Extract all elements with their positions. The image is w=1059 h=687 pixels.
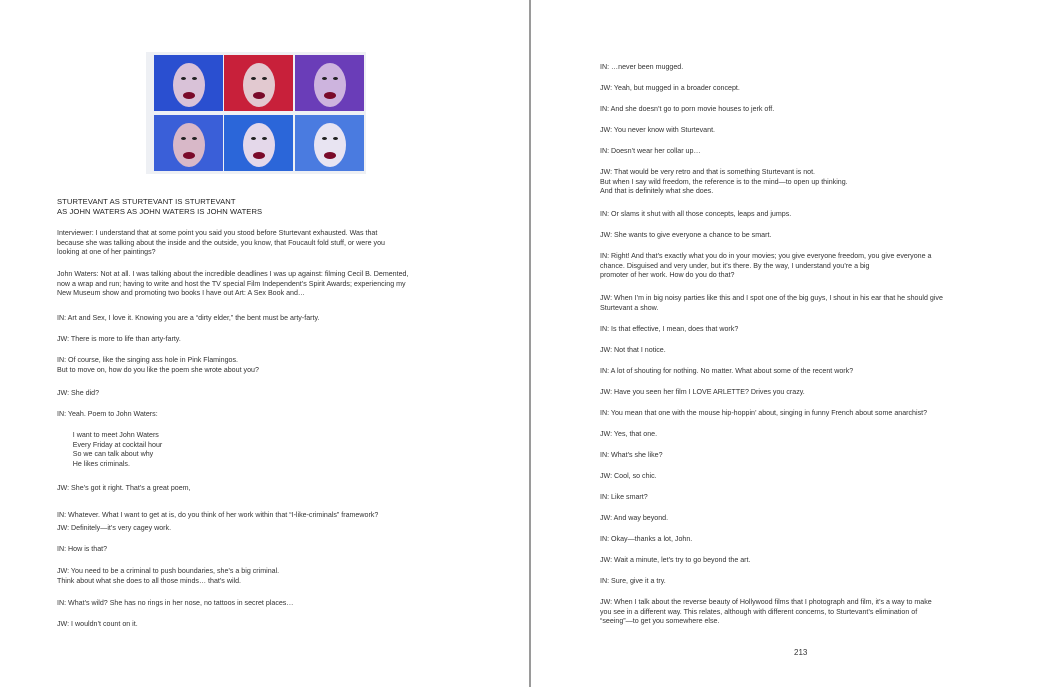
paragraph (600, 294, 943, 313)
paragraph (57, 567, 279, 586)
text-line: IN: What’s wild? She has no rings in her nose, no tattoos in secret places… (57, 599, 294, 607)
paragraph (600, 210, 791, 220)
text-line: I want to meet John Waters (57, 431, 159, 439)
paragraph (600, 63, 683, 73)
photo-panel (224, 55, 293, 111)
paragraph (600, 577, 666, 587)
text-line: looking at one of her paintings? (57, 248, 156, 257)
paragraph (600, 535, 692, 545)
text-line: JW: She’s got it right. That’s a great poem, (57, 484, 191, 492)
text-line: Every Friday at cocktail hour (57, 440, 163, 449)
paragraph (57, 314, 319, 324)
paragraph (600, 126, 715, 136)
text-line: JW: She wants to give everyone a chance to be smart. (600, 231, 772, 239)
article-title (57, 197, 262, 217)
text-line: “seeing”—to get you somewhere else. (600, 617, 720, 626)
photo-panel (224, 115, 293, 171)
paragraph (57, 545, 107, 555)
paragraph (600, 556, 750, 566)
paragraph (600, 367, 853, 377)
text-line: JW: When I’m in big noisy parties like this and I spot one of the big guys, I shout in his ear that he should give (600, 294, 943, 302)
photo-strip-image (146, 52, 366, 174)
paragraph (600, 147, 701, 157)
paragraph (57, 484, 191, 494)
text-line: JW: You need to be a criminal to push boundaries, she’s a big criminal. (57, 567, 280, 575)
text-line: JW: And way beyond. (600, 514, 669, 522)
photo-panel (295, 115, 364, 171)
paragraph (57, 229, 385, 258)
text-line: IN: A lot of shouting for nothing. No matter. What about some of the recent work? (600, 367, 854, 375)
text-line: Interviewer: I understand that at some point you said you stood before Sturtevant exhausted. Was that (57, 229, 378, 237)
text-line: JW: Not that I notice. (600, 346, 666, 354)
text-line: IN: And she doesn’t go to porn movie houses to jerk off. (600, 105, 775, 113)
text-line: JW: I wouldn’t count on it. (57, 620, 138, 628)
text-line: JW: There is more to life than arty-farty. (57, 335, 181, 343)
text-line: IN: Like smart? (600, 493, 648, 501)
text-line: JW: Definitely—it’s very cagey work. (57, 524, 172, 532)
paragraph (600, 451, 663, 461)
text-line: And that is definitely what she does. (600, 187, 714, 196)
paragraph (600, 430, 657, 440)
text-line: JW: Cool, so chic. (600, 472, 657, 480)
text-line: JW: Wait a minute, let’s try to go beyond the art. (600, 556, 751, 564)
paragraph (600, 472, 657, 482)
text-line: John Waters: Not at all. I was talking about the incredible deadlines I was up against: filming Cecil B. Demented, (57, 270, 409, 278)
text-line: chance. Disguised and very under, but it’s there. By the way, I understand you’re a big (600, 261, 870, 270)
text-line: IN: Yeah. Poem to John Waters: (57, 410, 158, 418)
title-line-1: STURTEVANT AS STURTEVANT IS STURTEVANT (57, 197, 236, 206)
paragraph (600, 514, 668, 524)
page-number: 213 (794, 648, 808, 657)
text-line: IN: What’s she like? (600, 451, 663, 459)
text-line: IN: …never been mugged. (600, 63, 684, 71)
text-line: IN: Of course, like the singing ass hole in Pink Flamingos. (57, 356, 238, 364)
paragraph (600, 346, 666, 356)
text-line: IN: Is that effective, I mean, does that work? (600, 325, 739, 333)
text-line: JW: You never know with Sturtevant. (600, 126, 716, 134)
paragraph (600, 252, 931, 281)
paragraph (57, 431, 162, 469)
paragraph (57, 335, 181, 345)
paragraph (57, 270, 408, 299)
paragraph (600, 325, 738, 335)
text-line: now a wrap and run; having to write and host the TV special Film Independent’s Spirit Awards; experiencing my (57, 279, 406, 288)
text-line: So we can talk about why (57, 450, 154, 459)
text-line: Think about what she does to all those minds… that’s wild. (57, 576, 242, 585)
paragraph (57, 356, 259, 375)
text-line: IN: Sure, give it a try. (600, 577, 666, 585)
text-line: IN: Or slams it shut with all those concepts, leaps and jumps. (600, 210, 792, 218)
photo-panel (295, 55, 364, 111)
text-line: IN: Art and Sex, I love it. Knowing you are a “dirty elder,” the bent must be arty-farty. (57, 314, 320, 322)
paragraph (57, 410, 158, 420)
text-line: IN: Whatever. What I want to get at is, do you think of her work within that “I-like-criminals” framework? (57, 511, 379, 519)
text-line: JW: Have you seen her film I LOVE ARLETTE? Drives you crazy. (600, 388, 805, 396)
text-line: IN: Right! And that’s exactly what you do in your movies; you give everyone freedom, you give everyone a (600, 252, 932, 260)
title-line-2: AS JOHN WATERS AS JOHN WATERS IS JOHN WATERS (57, 207, 263, 217)
text-line: He likes criminals. (57, 459, 130, 468)
text-line: JW: Yeah, but mugged in a broader concept. (600, 84, 740, 92)
paragraph (57, 599, 293, 609)
paragraph (57, 524, 171, 534)
left-page (0, 0, 529, 687)
photo-panel (154, 115, 223, 171)
paragraph (600, 84, 740, 94)
text-line: because she was talking about the inside and the outside, you know, that Foucault fold stuff, or were you (57, 238, 385, 247)
text-line: Sturtevant a show. (600, 303, 659, 312)
photo-panel (154, 55, 223, 111)
right-page (531, 0, 1059, 687)
paragraph (57, 511, 378, 521)
text-line: JW: When I talk about the reverse beauty of Hollywood films that I photograph and film, it’s a way to make (600, 598, 932, 606)
text-line: IN: Doesn’t wear her collar up… (600, 147, 701, 155)
paragraph (600, 409, 927, 419)
text-line: IN: Okay—thanks a lot, John. (600, 535, 693, 543)
paragraph (600, 598, 932, 627)
text-line: JW: Yes, that one. (600, 430, 658, 438)
paragraph (600, 493, 648, 503)
paragraph (600, 105, 774, 115)
text-line: New Museum show and promoting two books I have out Art: A Sex Book and… (57, 289, 306, 298)
text-line: IN: You mean that one with the mouse hip-hoppin’ about, singing in funny French about some anarchist? (600, 409, 928, 417)
paragraph (600, 388, 805, 398)
paragraph (57, 620, 138, 630)
text-line: But to move on, how do you like the poem she wrote about you? (57, 365, 259, 374)
text-line: you see in a different way. This relates, although with different concerns, to Sturtevant’s elimination of (600, 607, 918, 616)
text-line: IN: How is that? (57, 545, 108, 553)
paragraph (57, 389, 99, 399)
text-line: JW: She did? (57, 389, 100, 397)
paragraph (600, 231, 771, 241)
text-line: promoter of her work. How do you do that? (600, 271, 735, 280)
paragraph (600, 168, 848, 197)
text-line: But when I say wild freedom, the reference is to the mind—to open up thinking. (600, 177, 848, 186)
text-line: JW: That would be very retro and that is something Sturtevant is not. (600, 168, 816, 176)
